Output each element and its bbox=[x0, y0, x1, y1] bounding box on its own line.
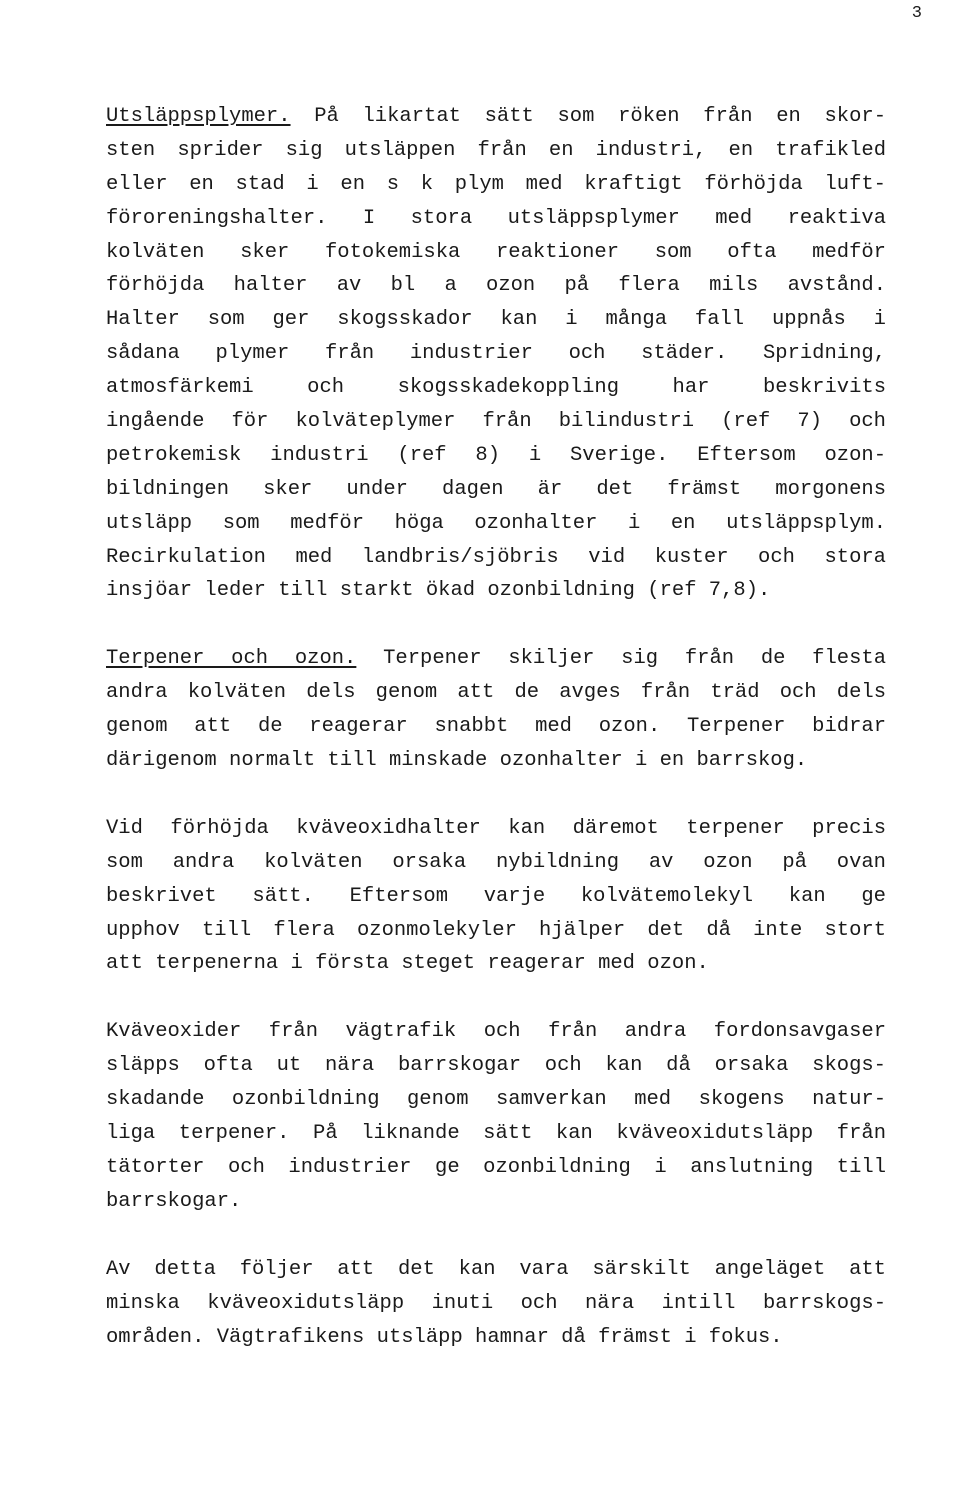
text-line: tätorter och industrier ge ozonbildning i anslutning till bbox=[106, 1155, 886, 1179]
text-line: Recirkulation med landbris/sjöbris vid kuster och stora bbox=[106, 545, 886, 569]
text-line: Av detta följer att det kan vara särskilt angeläget att bbox=[106, 1257, 886, 1281]
text-line: atmosfärkemi och skogsskadekoppling har beskrivits bbox=[106, 376, 886, 400]
section-heading: Terpener och ozon. bbox=[106, 647, 357, 671]
section-heading: Utsläppsplymer. bbox=[106, 105, 291, 128]
text-line: föroreningshalter. I stora utsläppsplymer med reaktiva bbox=[106, 206, 886, 230]
text-line: kolväten sker fotokemiska reaktioner som ofta medför bbox=[106, 240, 886, 264]
text-line: släpps ofta ut nära barrskogar och kan då orsaka skogs- bbox=[106, 1054, 886, 1078]
text-line: andra kolväten dels genom att de avges från träd och dels bbox=[106, 681, 886, 705]
text-line: utsläpp som medför höga ozonhalter i en utsläppsplym. bbox=[106, 511, 886, 535]
text-line: förhöjda halter av bl a ozon på flera mils avstånd. bbox=[106, 274, 886, 298]
paragraph-kvaveoxider-vagtrafik bbox=[106, 1015, 886, 1218]
text-line: genom att de reagerar snabbt med ozon. Terpener bidrar bbox=[106, 715, 886, 739]
text-line: liga terpener. På liknande sätt kan kväveoxidutsläpp från bbox=[106, 1122, 886, 1146]
text-line: Vid förhöjda kväveoxidhalter kan däremot terpener precis bbox=[106, 816, 886, 840]
text-line: petrokemisk industri (ref 8) i Sverige. Eftersom ozon- bbox=[106, 443, 886, 467]
text-line: sten sprider sig utsläppen från en industri, en trafikled bbox=[106, 138, 886, 162]
text-line: beskrivet sätt. Eftersom varje kolvätemolekyl kan ge bbox=[106, 884, 886, 908]
text-line: som andra kolväten orsaka nybildning av ozon på ovan bbox=[106, 850, 886, 874]
text-line: områden. Vägtrafikens utsläpp hamnar då främst i fokus. bbox=[106, 1325, 783, 1349]
text-line: barrskogar. bbox=[106, 1189, 242, 1213]
text-line: Halter som ger skogsskador kan i många fall uppnås i bbox=[106, 308, 886, 332]
text-line: ingående för kolväteplymer från bilindustri (ref 7) och bbox=[106, 410, 886, 434]
document-body bbox=[106, 100, 886, 1388]
paragraph-terpener-och-ozon bbox=[106, 642, 886, 778]
text-line: minska kväveoxidutsläpp inuti och nära intill barrskogs- bbox=[106, 1291, 886, 1315]
text-line: insjöar leder till starkt ökad ozonbildning (ref 7,8). bbox=[106, 579, 771, 603]
text-line bbox=[106, 100, 886, 134]
line-text: Terpener skiljer sig från de flesta bbox=[356, 647, 886, 671]
text-line: skadande ozonbildning genom samverkan med skogens natur- bbox=[106, 1088, 886, 1112]
text-line: därigenom normalt till minskade ozonhalter i en barrskog. bbox=[106, 749, 808, 773]
text-line: bildningen sker under dagen är det främst morgonens bbox=[106, 477, 886, 501]
page-number: 3 bbox=[911, 4, 922, 23]
paragraph-slutsats bbox=[106, 1253, 886, 1355]
text-line: sådana plymer från industrier och städer. Spridning, bbox=[106, 342, 886, 366]
line-text: På likartat sätt som röken från en skor- bbox=[290, 105, 886, 128]
text-line: eller en stad i en s k plym med kraftigt förhöjda luft- bbox=[106, 172, 886, 196]
paragraph-kvaveoxidhalter bbox=[106, 812, 886, 981]
paragraph-utslappsplymer bbox=[106, 100, 886, 608]
text-line: att terpenerna i första steget reagerar med ozon. bbox=[106, 952, 709, 976]
text-line: upphov till flera ozonmolekyler hjälper det då inte stort bbox=[106, 918, 886, 942]
text-line bbox=[106, 642, 886, 676]
text-line: Kväveoxider från vägtrafik och från andra fordonsavgaser bbox=[106, 1020, 886, 1044]
